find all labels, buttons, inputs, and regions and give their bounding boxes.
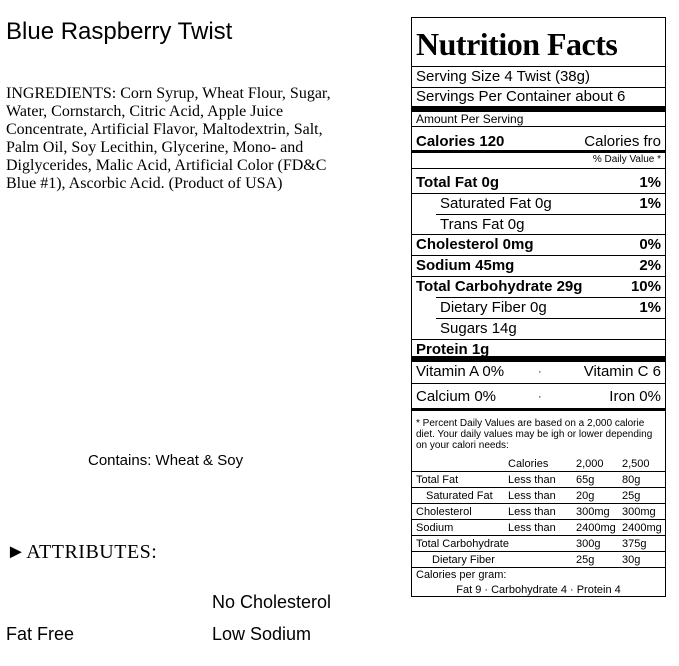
- table-row-qualifier: Less than: [508, 490, 556, 502]
- table-row-label: Saturated Fat: [426, 490, 493, 502]
- nutrient-row-dietary-fiber: [416, 299, 661, 317]
- table-header-calories: Calories: [508, 458, 549, 470]
- attribute-no-cholesterol: No Cholesterol: [212, 592, 332, 612]
- table-row-label: Total Carbohydrate: [416, 538, 509, 550]
- table-row-2500: 375g: [622, 538, 647, 550]
- table-row-qualifier: Less than: [508, 474, 556, 486]
- amount-per-serving: Amount Per Serving: [416, 112, 524, 126]
- nutrient-label: Sodium 45mg: [416, 257, 515, 274]
- nutrient-row-sugars: [416, 320, 661, 338]
- table-row-label: Cholesterol: [416, 506, 472, 518]
- table-row-2000: 20g: [576, 490, 595, 502]
- serving-size: Serving Size 4 Twist (38g): [416, 68, 590, 85]
- calories: Calories 120: [416, 133, 505, 150]
- nutrient-label: Total Fat 0g: [416, 174, 500, 191]
- calcium: Calcium 0%: [416, 388, 497, 405]
- nutrient-label: Total Carbohydrate 29g: [416, 278, 583, 295]
- nutrient-pct: 2%: [639, 257, 661, 274]
- table-row-2500: 300mg: [622, 506, 656, 518]
- daily-value-header: % Daily Value *: [592, 154, 661, 165]
- table-row-2000: 25g: [576, 554, 595, 566]
- vitamin-c: Vitamin C 6: [583, 363, 661, 380]
- table-row-qualifier: Less than: [508, 522, 556, 534]
- vitamin-a: Vitamin A 0%: [416, 363, 505, 380]
- nutrient-pct: 10%: [630, 278, 661, 295]
- vitamin-row-calcium-iron: [416, 388, 661, 406]
- calories-per-gram: Fat 9 · Carbohydrate 4 · Protein 4: [456, 584, 621, 596]
- nutrient-row-total-fat: [416, 174, 661, 192]
- nutrient-row-cholesterol: [416, 236, 661, 254]
- nutrient-label: Saturated Fat 0g: [440, 195, 552, 212]
- nutrient-row-trans-fat: [416, 216, 661, 234]
- table-row-2500: 30g: [622, 554, 641, 566]
- daily-values-table: [416, 458, 663, 568]
- table-row-2000: 300g: [576, 538, 601, 550]
- nutrient-label: Protein 1g: [416, 341, 490, 358]
- separator-dot: ·: [538, 366, 542, 378]
- nutrient-pct: 0%: [639, 236, 661, 253]
- nutrient-label: Cholesterol 0mg: [416, 236, 534, 253]
- table-row-2000: 2400mg: [576, 522, 616, 534]
- nutrient-label: Sugars 14g: [440, 320, 517, 337]
- nutrient-label: Dietary Fiber 0g: [440, 299, 547, 316]
- table-row-2500: 80g: [622, 474, 641, 486]
- table-row-2500: 2400mg: [622, 522, 662, 534]
- nutrition-facts-panel: [411, 17, 666, 597]
- table-row-2500: 25g: [622, 490, 641, 502]
- calories-from-fat: Calories fro: [584, 133, 661, 150]
- servings-per-container: Servings Per Container about 6: [416, 88, 626, 105]
- table-row-2000: 300mg: [576, 506, 610, 518]
- table-row-label: Dietary Fiber: [432, 554, 495, 566]
- vitamin-row-a-c: [416, 363, 661, 381]
- attributes-heading: ►ATTRIBUTES:: [6, 541, 158, 563]
- table-row-label: Total Fat: [416, 474, 459, 486]
- ingredients-text: INGREDIENTS: Corn Syrup, Wheat Flour, Sugar, Water, Cornstarch, Citric Acid, Apple Juice Concentrate, Artificial Flavor, Maltodextrin, Salt, Palm Oil, Soy Lecithin, Glycerine, Mono- and Diglycerides, Malic Acid, Artificial Color (FD&C Blue #1), Ascorbic Acid. (Product of USA): [6, 85, 331, 192]
- calories-per-gram-label: Calories per gram:: [416, 569, 507, 581]
- nutrient-pct: 1%: [639, 174, 661, 191]
- attribute-low-sodium: Low Sodium: [212, 624, 312, 644]
- nutrient-row-saturated-fat: [416, 195, 661, 213]
- nutrient-row-sodium: [416, 257, 661, 275]
- table-row-2000: 65g: [576, 474, 595, 486]
- separator-dot: ·: [538, 391, 542, 403]
- nutrition-facts-title: Nutrition Facts: [416, 26, 618, 62]
- calories-row: [416, 133, 661, 151]
- nutrient-pct: 1%: [639, 299, 661, 316]
- table-row-label: Sodium: [416, 522, 454, 534]
- attribute-fat-free: Fat Free: [6, 624, 75, 644]
- allergen-statement: Contains: Wheat & Soy: [88, 452, 244, 469]
- nutrient-row-total-carbohydrate: [416, 278, 661, 296]
- table-header-2500: 2,500: [622, 458, 650, 470]
- iron: Iron 0%: [609, 388, 661, 405]
- nutrient-pct: 1%: [639, 195, 661, 212]
- product-title: Blue Raspberry Twist: [6, 18, 233, 45]
- nutrient-label: Trans Fat 0g: [440, 216, 525, 233]
- daily-value-footnote: * Percent Daily Values are based on a 2,000 calorie diet. Your daily values may be igh or lower depending on your calori needs:: [416, 418, 653, 451]
- table-row-qualifier: Less than: [508, 506, 556, 518]
- table-header-2000: 2,000: [576, 458, 604, 470]
